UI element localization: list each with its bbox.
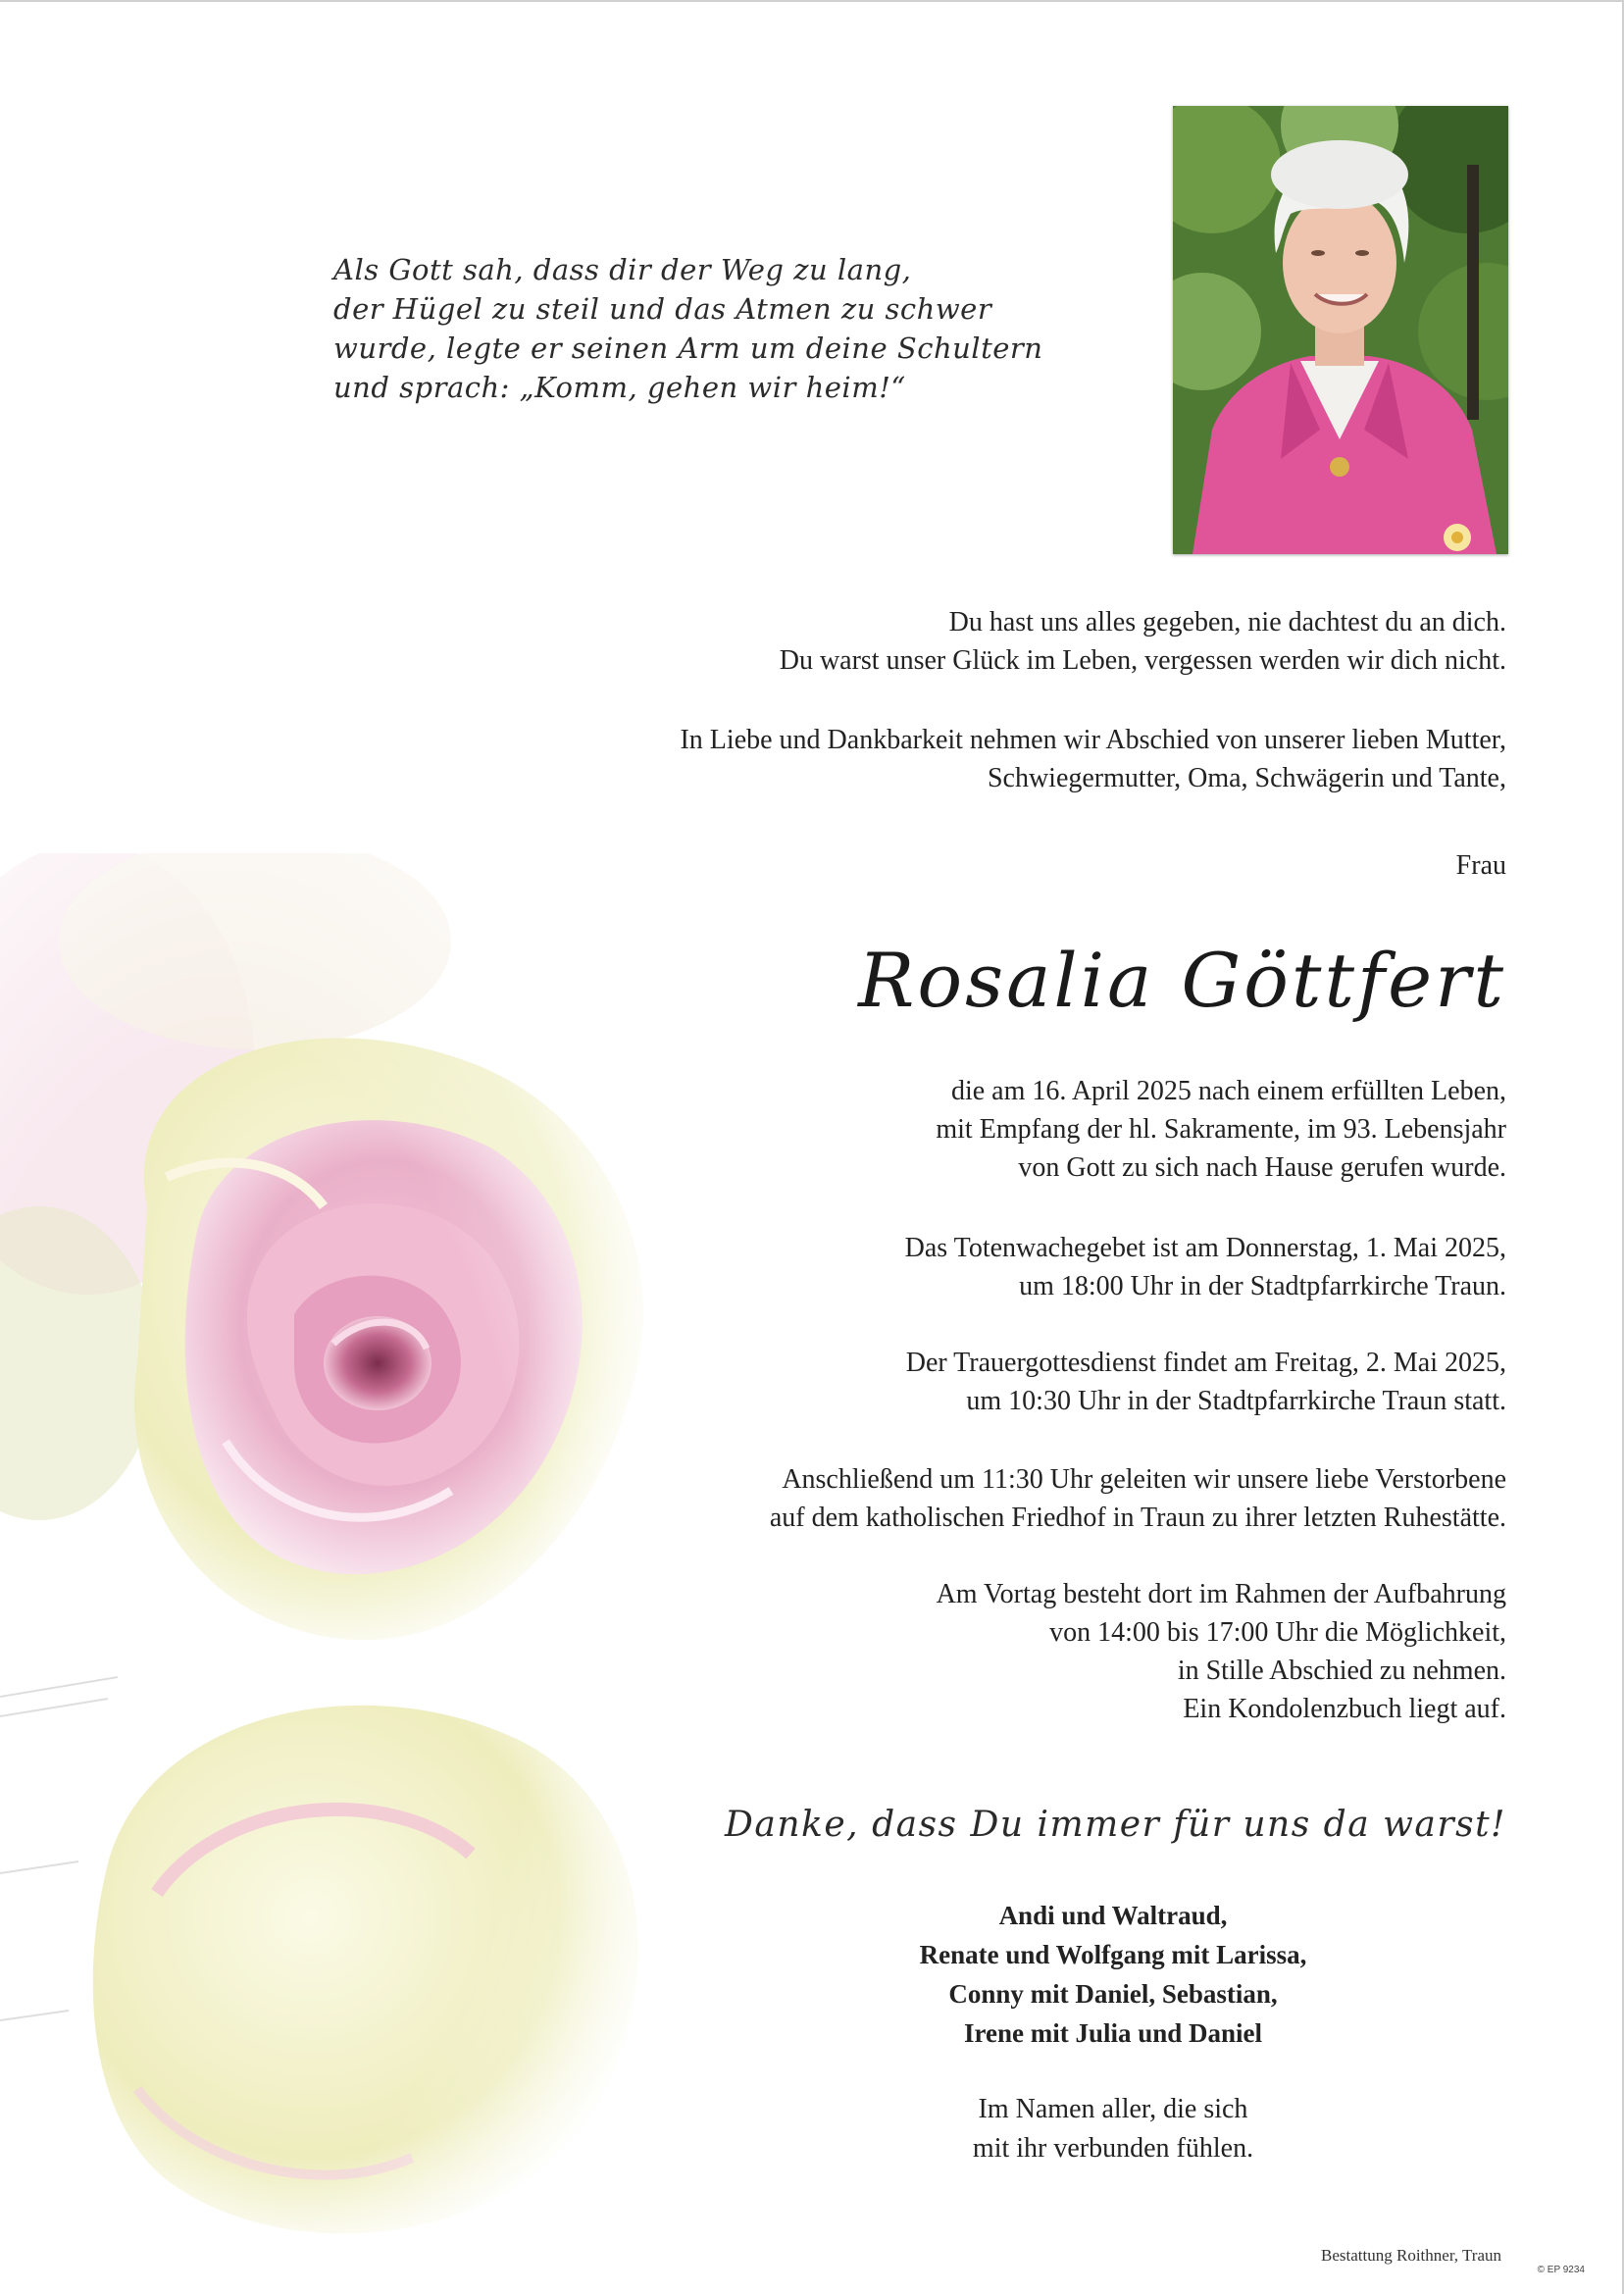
closing-line: Im Namen aller, die sich [978,2094,1248,2124]
viewing-line: von 14:00 bis 17:00 Uhr die Möglichkeit, [1049,1617,1506,1648]
wake-line: um 18:00 Uhr in der Stadtpfarrkirche Traun. [1019,1271,1506,1301]
tribute-line: Du hast uns alles gegeben, nie dachtest du an dich. [948,607,1506,637]
undertaker-credit: Bestattung Roithner, Traun [1321,2246,1501,2265]
wake-line: Das Totenwachegebet ist am Donnerstag, 1. Mai 2025, [904,1233,1506,1263]
family-line: Renate und Wolfgang mit Larissa, [919,1940,1307,1969]
rose-illustration [0,853,745,2266]
burial-line: Anschließend um 11:30 Uhr geleiten wir unsere liebe Verstorbene [782,1464,1506,1495]
poem-line: wurde, legte er seinen Arm um deine Schultern [333,331,1043,365]
wake-info [477,1229,1506,1305]
tribute-line: Du warst unser Glück im Leben, vergessen werden wir dich nicht. [779,645,1506,676]
funeral-service-info [477,1344,1506,1420]
announcement-line: Schwiegermutter, Oma, Schwägerin und Tante, [987,763,1506,793]
tribute-text [477,603,1506,680]
announcement-line: In Liebe und Dankbarkeit nehmen wir Abschied von unserer lieben Mutter, [680,725,1506,755]
closing-line: mit ihr verbunden fühlen. [972,2133,1254,2164]
thanks-line: Danke, dass Du immer für uns da warst! [725,1805,1506,1845]
viewing-line: Am Vortag besteht dort im Rahmen der Aufbahrung [936,1579,1506,1609]
print-code: © EP 9234 [1537,2265,1585,2275]
viewing-line: Ein Kondolenzbuch liegt auf. [1183,1694,1506,1724]
salutation-text: Frau [1455,850,1506,881]
poem-line: und sprach: „Komm, gehen wir heim!“ [333,371,906,404]
announcement-text [477,721,1506,797]
family-line: Conny mit Daniel, Sebastian, [948,1979,1278,2009]
viewing-info [477,1575,1506,1728]
portrait-photo [1173,106,1508,554]
viewing-line: in Stille Abschied zu nehmen. [1177,1656,1506,1686]
funeral-service-line: um 10:30 Uhr in der Stadtpfarrkirche Traun statt. [966,1386,1506,1416]
closing-text [814,2090,1412,2168]
death-notice-line: mit Empfang der hl. Sakramente, im 93. Lebensjahr [936,1114,1506,1145]
page-border-top [0,0,1624,2]
death-notice [477,1072,1506,1187]
death-notice-line: die am 16. April 2025 nach einem erfüllten Leben, [950,1076,1506,1106]
family-list [814,1896,1412,2053]
burial-info [477,1460,1506,1537]
deceased-name: Rosalia Göttfert [858,937,1506,1024]
memorial-poem [333,250,1079,407]
poem-line: Als Gott sah, dass dir der Weg zu lang, [333,253,912,286]
death-notice-line: von Gott zu sich nach Hause gerufen wurde. [1018,1152,1506,1183]
salutation [477,846,1506,885]
family-line: Irene mit Julia und Daniel [963,2018,1263,2048]
family-line: Andi und Waltraud, [998,1901,1228,1930]
poem-line: der Hügel zu steil und das Atmen zu schwer [333,292,992,326]
funeral-service-line: Der Trauergottesdienst findet am Freitag, 2. Mai 2025, [905,1348,1506,1378]
burial-line: auf dem katholischen Friedhof in Traun zu ihrer letzten Ruhestätte. [769,1503,1506,1533]
